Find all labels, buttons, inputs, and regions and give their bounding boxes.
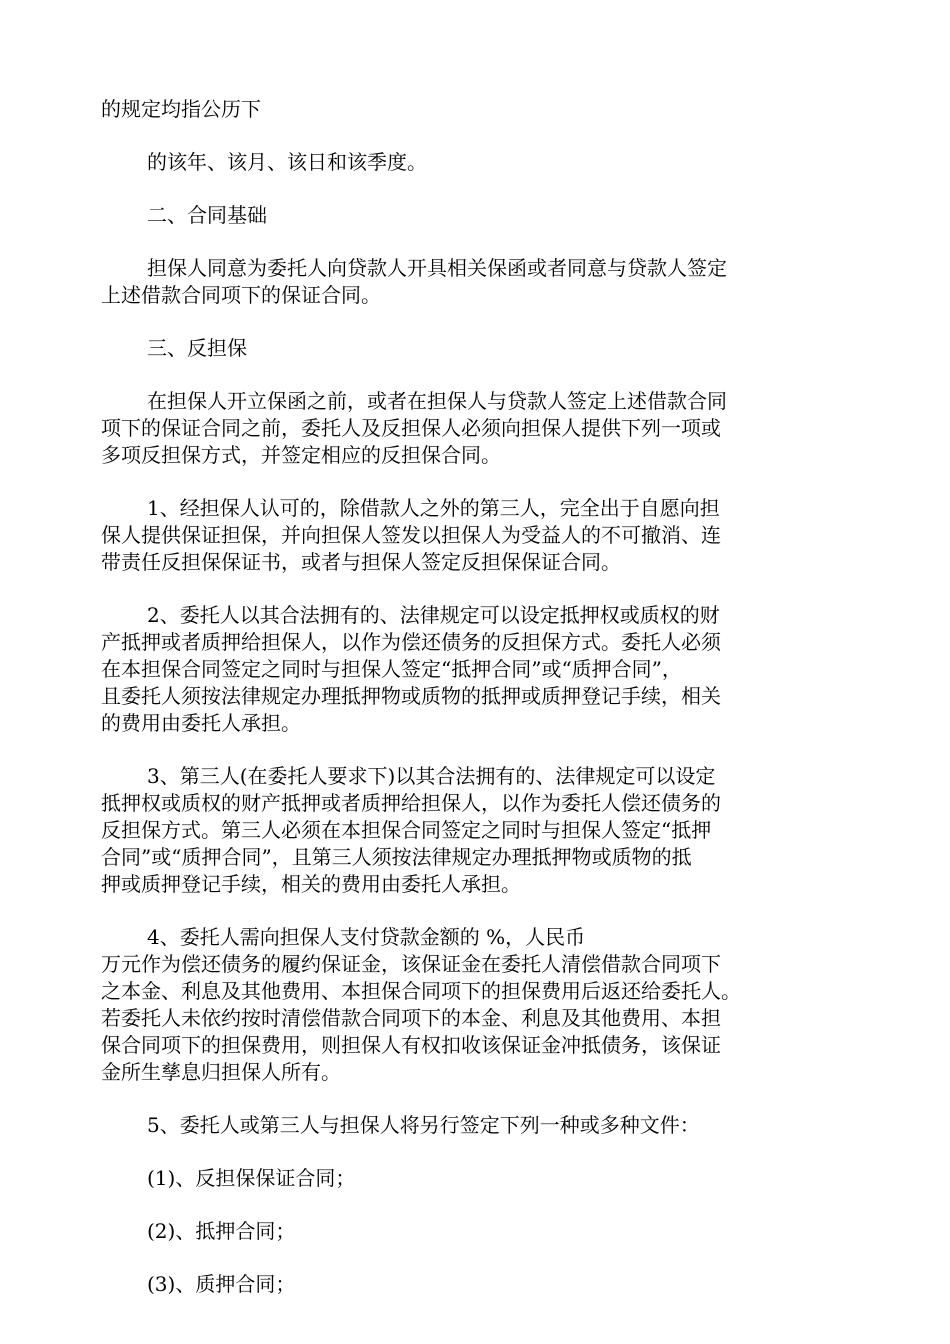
text-line: 二、合同基础 (147, 203, 267, 227)
text-line: 反担保方式。第三人必须在本担保合同签定之同时与担保人签定“抵押 (101, 818, 712, 842)
list-item-2 (101, 1218, 851, 1245)
text-line: 4、委托人需向担保人支付贷款金额的 %，人民币 (147, 925, 586, 949)
clause-5 (101, 1112, 851, 1139)
paragraph-2 (101, 149, 851, 176)
text-line: 三、反担保 (147, 336, 247, 360)
text-line: 在担保人开立保函之前，或者在担保人与贷款人签定上述借款合同 (147, 389, 727, 413)
text-line: 万元作为偿还债务的履约保证金，该保证金在委托人清偿借款合同项下 (101, 952, 721, 976)
text-line: 产抵押或者质押给担保人，以作为偿还债务的反担保方式。委托人必须 (101, 630, 721, 654)
text-line: 项下的保证合同之前，委托人及反担保人必须向担保人提供下列一项或 (101, 416, 721, 440)
text-line: 担保人同意为委托人向贷款人开具相关保函或者同意与贷款人签定 (147, 256, 727, 280)
text-line: 3、第三人(在委托人要求下)以其合法拥有的、法律规定可以设定 (147, 764, 716, 788)
text-line: 金所生孳息归担保人所有。 (101, 1060, 341, 1084)
clause-3 (101, 763, 851, 898)
paragraph-1 (101, 96, 851, 123)
text-line: 带责任反担保保证书，或者与担保人签定反担保保证合同。 (101, 550, 621, 574)
text-line: 在本担保合同签定之同时与担保人签定“抵押合同”或“质押合同”， (101, 657, 682, 681)
text-line: 5、委托人或第三人与担保人将另行签定下列一种或多种文件： (147, 1113, 700, 1137)
paragraph-6 (101, 388, 851, 469)
text-line: (1)、反担保保证合同； (147, 1166, 356, 1190)
text-line: 之本金、利息及其他费用、本担保合同项下的担保费用后返还给委托人。 (101, 979, 741, 1003)
text-line: (3)、质押合同； (147, 1272, 296, 1296)
text-line: 2、委托人以其合法拥有的、法律规定可以设定抵押权或质权的财 (147, 603, 720, 627)
list-item-1 (101, 1165, 851, 1192)
text-line: 的规定均指公历下 (101, 97, 261, 121)
text-line: 保合同项下的担保费用，则担保人有权扣收该保证金冲抵债务，该保证 (101, 1033, 721, 1057)
clause-2 (101, 602, 851, 737)
clause-1 (101, 495, 851, 576)
section-heading-contract-basis (101, 202, 851, 229)
section-heading-counter-guarantee (101, 335, 851, 362)
text-line: 保人提供保证担保，并向担保人签发以担保人为受益人的不可撤消、连 (101, 523, 721, 547)
text-line: 上述借款合同项下的保证合同。 (101, 283, 381, 307)
text-line: 若委托人未依约按时清偿借款合同项下的本金、利息及其他费用、本担 (101, 1006, 721, 1030)
text-line: 合同”或“质押合同”，且第三人须按法律规定办理抵押物或质物的抵 (101, 845, 692, 869)
text-line: 的该年、该月、该日和该季度。 (147, 150, 427, 174)
document-page (101, 96, 851, 1298)
text-line: 且委托人须按法律规定办理抵押物或质物的抵押或质押登记手续，相关 (101, 684, 721, 708)
text-line: 多项反担保方式，并签定相应的反担保合同。 (101, 443, 501, 467)
text-line: 1、经担保人认可的，除借款人之外的第三人，完全出于自愿向担 (147, 496, 720, 520)
clause-4 (101, 924, 851, 1086)
text-line: 抵押权或质权的财产抵押或者质押给担保人，以作为委托人偿还债务的 (101, 791, 721, 815)
text-line: (2)、抵押合同； (147, 1219, 296, 1243)
text-line: 的费用由委托人承担。 (101, 711, 301, 735)
paragraph-4 (101, 255, 851, 309)
text-line: 押或质押登记手续，相关的费用由委托人承担。 (101, 872, 521, 896)
list-item-3 (101, 1271, 851, 1298)
